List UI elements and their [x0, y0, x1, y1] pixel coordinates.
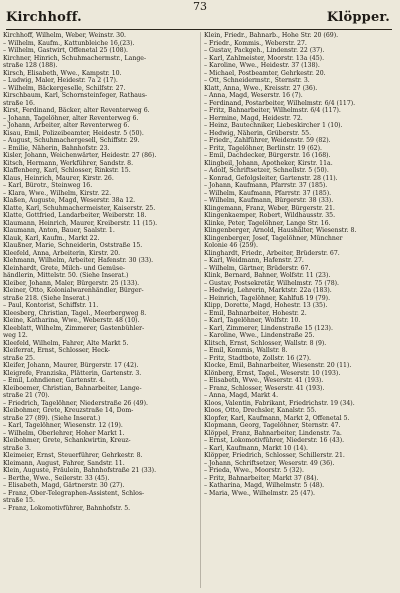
directory-entry: Kleeblatt, Wilhelm, Zimmerer, Gastenbühler-: [3, 324, 145, 332]
directory-entry: Kirsch, Elisabeth, Wwe., Kampstr. 10.: [3, 69, 122, 77]
directory-entry: Kleifer, Johann, Maurer, Bürgerstr. 17 (42).: [3, 362, 139, 369]
directory-entry: – Karl, Zahlmeister, Moorstr. 13a (45).: [204, 54, 325, 62]
directory-entry: – Hedwig, Lehrerin, Marktstr. 22a (183).: [204, 287, 332, 294]
directory-entry: Klaumann, Heinrich, Maurer, Kreiberstr. 11 (15).: [3, 219, 158, 227]
directory-entry: Klein, Friedr., Bahnarb., Hohe Str. 20 (69).: [204, 32, 339, 39]
directory-entry: – Fritz, Stadtbote, Zollstr. 16 (27).: [204, 354, 311, 362]
directory-entry: händlerin, Mittelstr. 50. (Siehe Inserat.): [3, 272, 129, 279]
directory-entry: Kleibohmer, Grete, Schankwirtin, Kreuz-: [3, 437, 131, 444]
directory-entry: Kleibohmer, Grete, Kreuzstraße 14, Dom-: [3, 407, 134, 414]
directory-entry: Kleefeld, Wilhelm, Fahrer, Alte Markt 5.: [3, 339, 129, 347]
directory-entry: – Karl, Kaufmann, Markt 10 (14).: [204, 444, 308, 452]
directory-entry: – Wilhelm, Gärtner, Brüderstr. 67.: [204, 264, 311, 272]
directory-entry: Kisau, Emil, Polizeibeamter, Heidestr. 5 (50).: [3, 129, 144, 137]
directory-entry: Kirchhoff, Wilhelm, Weber, Weinstr. 30.: [3, 32, 127, 39]
directory-entry: – Friedr., Kommis., Weberstr. 27.: [204, 39, 307, 47]
directory-entry: – Hermine, Magd, Heidestr. 72.: [204, 114, 303, 122]
directory-entry: – Wilhelm, Oberlehrer, Hoher Markt 1.: [3, 429, 125, 437]
directory-entry: – Maria, Wwe., Wilhelmstr. 25 (47).: [204, 489, 315, 497]
directory-entry: – Karl, Tagelöhner, Wolfstr. 10.: [204, 317, 301, 324]
directory-entry: – Elisabeth, Magd, Gärtnerstr. 30 (27).: [3, 482, 125, 489]
column-divider: [200, 32, 201, 588]
directory-entry: Kitsch, Hermann, Werkführer, Sandstr. 8.: [3, 159, 134, 167]
directory-entry: Kleimeier, Ernst, Steuerführer, Gehrkestr. 8.: [3, 452, 143, 459]
directory-entry: – Emil, Bahnarbeiter, Hohestr. 2.: [204, 309, 307, 317]
right-column: [204, 32, 398, 497]
directory-entry: Kirchner, Hinrich, Schuhmachermstr., Lange-: [3, 54, 147, 62]
directory-entry: Klaßen, Auguste, Magd, Weserstr. 38a 12.: [3, 197, 136, 204]
directory-entry: – Johann, Kaufmann, Pfarrstr. 37 (185).: [204, 182, 328, 189]
directory-entry: – Emil, Kommis, Wallstr. 8.: [204, 347, 288, 354]
directory-entry: Kleine, Katharina, Wwe., Weberstr. 48 (10).: [3, 317, 140, 324]
directory-entry: Klocke, Emil, Bahnarbeiter, Wiesenstr. 20 (11).: [204, 362, 352, 369]
directory-entry: – Karl, Zimmerer, Lindenstraße 15 (123).: [204, 324, 333, 332]
directory-entry: Kolonie 46 (259).: [204, 242, 258, 249]
directory-entry: – Heinrich, Tagelöhner, Kahlfuß 19 (79).: [204, 294, 331, 302]
directory-entry: – Fritz, Bahnarbeiter, Wilhelmstr. 6/4 (117).: [204, 107, 341, 114]
directory-entry: – Karoline, Wwe., Lindenstraße 25.: [204, 332, 315, 339]
directory-entry: – Gustav, Postsekretär, Wilhelmstr. 75 (78).: [204, 279, 340, 287]
directory-entry: – Wilhelm, Kaufm., Kattunbleiche 16,(23).: [3, 39, 135, 47]
directory-entry: Kleinhardt, Grete, Milch- und Gemüse-: [3, 264, 125, 272]
directory-entry: Klaus, Heinrich, Maurer, Kirstr. 26.: [3, 174, 114, 182]
directory-entry: Klönberg, Ernst, Tagel., Weserstr. 10 (193).: [204, 369, 341, 377]
directory-entry: – Ferdinand, Postarbeiter, Wilhelmstr. 6/4 (117).: [204, 99, 356, 107]
directory-entry: Klöppel, Franz, Bahnarbeiter, Lindenstr. 7a.: [204, 429, 342, 437]
directory-entry: straße 27 (89). (Siehe Inserat.): [3, 414, 101, 422]
directory-entry: – Karl, Weidmann, Hafenstr. 27.: [204, 257, 304, 264]
directory-entry: – Katharina, Magd, Wilhelmstr. 5 (48).: [204, 482, 325, 489]
directory-entry: straße 25.: [3, 354, 35, 362]
directory-entry: Klaumann, Anton, Bauer, Saalstr. 1.: [3, 227, 115, 234]
directory-entry: – Johann, Arbeiter, alter Reventerweg 6.: [3, 122, 130, 129]
directory-entry: Klöpper, Friedrich, Schlosser, Schillerstr. 21.: [204, 452, 345, 459]
directory-entry: straße 218. (Siehe Inserat.): [3, 294, 90, 302]
page-number: 73: [193, 0, 207, 13]
directory-entry: – Frieda, Wwe., Moorstr. 5 (32).: [204, 467, 304, 474]
directory-entry: Klehmann, Wilhelm, Arbeiter, Hafenstr. 30 (33).: [3, 257, 154, 264]
directory-entry: – Fritz, Tagelöhner, Berlinstr. 19 (62).: [204, 144, 322, 152]
directory-entry: Klaffenberg, Karl, Schlosser, Rinkstr. 15.: [3, 167, 131, 174]
directory-entry: Kleimann, August, Fahrer, Sandstr. 11.: [3, 459, 125, 467]
directory-entry: Klatte, Gottfried, Landarbeiter, Weiberstr. 18.: [3, 212, 147, 219]
directory-entry: Klopmann, Georg, Tagelöhner, Sternstr. 47.: [204, 422, 341, 429]
directory-entry: Kirschbaum, Karl, Schornsteinfeger, Rathaus-: [3, 92, 148, 99]
directory-entry: Kleiber, Johann, Maler, Bürgerstr. 25 (133).: [3, 279, 140, 287]
directory-entry: straße 128 (188).: [3, 62, 58, 69]
directory-entry: Klauk, Karl, Kaufm., Markt 22.: [3, 234, 100, 242]
directory-entry: – Emil, Lohndiener, Gartenstr. 4.: [3, 377, 106, 384]
directory-entry: – Gustav, Packgeh., Lindenstr. 22 (37).: [204, 47, 325, 54]
directory-entry: Klinghardt, Friedr., Arbeiter, Brüderstr. 67.: [204, 249, 340, 257]
directory-entry: Klingemann, Franz, Weber, Bürgerstr. 21.: [204, 204, 335, 212]
directory-entry: – Karl, Tagelöhner, Wiesenstr. 12 (19).: [3, 422, 123, 429]
directory-entry: – Elisabeth, Wwe., Weserstr. 41 (193).: [204, 377, 324, 384]
directory-entry: – Karoline, Wwe., Heidestr. 37 (138).: [204, 62, 320, 69]
directory-entry: – Emilie, Näherin, Bahnhofstr. 23.: [3, 144, 110, 152]
directory-entry: – Ludwig, Maler, Heidestr. 7a 2 (17).: [3, 77, 118, 84]
directory-entry: – August, Schuhmachergesell, Schiffstr. 29.: [3, 137, 140, 144]
directory-entry: – Wilhelm, Bäckergeselle, Schilfstr. 27.: [3, 84, 126, 92]
directory-entry: Kleesberg, Christian, Tagel., Meerbergweg 8.: [3, 309, 147, 317]
directory-entry: Klingenberger, Josef, Tagelöhner, Münchner: [204, 234, 343, 242]
directory-entry: – Konrad, Gefolgsleiter, Gartenstr. 28 (11).: [204, 174, 338, 182]
directory-entry: Kisler, Johann, Weichenwärter, Heidestr. 27 (86).: [3, 152, 157, 159]
directory-entry: – Wilhelm, Kaufmann, Pfarrstr. 37 (185).: [204, 189, 332, 197]
directory-entry: Kleiferrat, Ernst, Schlosser, Heck-: [3, 347, 111, 354]
running-head-right: Klöpper.: [326, 10, 390, 25]
header-rule: [6, 29, 392, 30]
running-head-left: Kirchhoff.: [6, 10, 82, 25]
directory-entry: – Franz, Lokomotivführer, Bahnhofstr. 5.: [3, 504, 131, 512]
directory-entry: Klatt, Anna, Wwe., Kreisstr. 27 (36).: [204, 84, 318, 92]
directory-entry: – Paul, Kontorist, Schiffstr. 11.: [3, 302, 99, 309]
directory-entry: – Anna, Magd, Markt 4.: [204, 392, 279, 399]
directory-entry: Klatte, Karl, Schuhmachermeister, Kaiserstr. 25.: [3, 204, 156, 212]
directory-entry: Klaußner, Marie, Schneiderin, Oststraße 15.: [3, 242, 143, 249]
directory-entry: – Michael, Postbeamter, Gehrkestr. 20.: [204, 69, 326, 77]
directory-entry: – Franz, Ober-Telegraphen-Assistent, Schlos-: [3, 489, 145, 497]
directory-entry: Klipp, Dorette, Magd, Hohestr. 13 (35).: [204, 302, 328, 309]
directory-entry: – Franz, Schlosser, Weserstr. 41 (193).: [204, 384, 325, 392]
directory-entry: Klingenberger, Arnold, Haushälter, Wiesenstr. 8.: [204, 227, 357, 234]
directory-entry: – Emil, Dachdecker, Bürgerstr. 16 (168).: [204, 152, 331, 159]
directory-entry: – Wilhelm, Kaufmann, Bürgerstr. 38 (33).: [204, 197, 334, 204]
directory-entry: straße 16.: [3, 99, 35, 107]
directory-entry: – Johann, Tagelöhner, alter Reventerweg 6.: [3, 114, 139, 122]
directory-entry: – Adolf, Schriftsetzer, Schnellstr. 5 (50).: [204, 167, 329, 174]
directory-entry: – Berthe, Wwe., Seilerstr. 33 (45).: [3, 474, 110, 482]
directory-entry: – Ott, Schneidermstr., Sternstr. 3.: [204, 77, 310, 84]
directory-entry: Kleiner, Otto, Kolonialwarenhändler, Bürger-: [3, 287, 144, 294]
directory-entry: – Fritz, Bahnarbeiter, Markt 37 (84).: [204, 474, 319, 482]
directory-entry: – Friedr., Zahlführer, Weidenstr. 59 (82).: [204, 137, 331, 144]
directory-entry: straße 3.: [3, 444, 31, 452]
left-column: [3, 32, 197, 512]
directory-entry: Klitsch, Ernst, Schlosser, Wallstr. 8 (9).: [204, 339, 327, 347]
directory-entry: Kleiboemer, Christian, Bahnarbeiter, Lange-: [3, 384, 142, 392]
directory-entry: – Karl, Bürotr., Steinweg 16.: [3, 182, 93, 189]
directory-entry: Klingbeil, Johann, Apotheker, Kirstr. 11a.: [204, 159, 333, 167]
directory-entry: – Friedrich, Tagelöhner, Niederstraße 26 (49).: [3, 399, 148, 407]
directory-entry: Kloos, Valentin, Fabrikant, Friedrichstr. 19 (34).: [204, 399, 355, 407]
directory-entry: – Ernst, Lokomotivführer, Niederstr. 16 (43).: [204, 437, 345, 444]
directory-entry: – Johann, Schriftsetzer, Weserstr. 49 (36).: [204, 459, 335, 467]
directory-entry: Kloos, Otto, Drechsler, Kanalstr. 55.: [204, 407, 317, 414]
directory-entry: – Wilhelm, Gastwirt, Offenetal 25 (108).: [3, 47, 128, 54]
directory-entry: weg 12.: [3, 332, 28, 339]
directory-entry: straße 21 (70).: [3, 392, 50, 399]
directory-entry: Kirst, Ferdinand, Bäcker, alter Reventerweg 6.: [3, 107, 150, 114]
directory-entry: Klinke, Peter, Tagelöhner, Lange Str. 16.: [204, 219, 331, 227]
directory-entry: – Anna, Magd, Weserstr. 16 (7).: [204, 92, 303, 99]
directory-entry: – Hedwig, Näherin, Grüberstr. 55.: [204, 129, 312, 137]
directory-entry: – Klara, Wwe., Wilhelm, Kirstr. 22.: [3, 189, 112, 197]
directory-entry: Kleefeld, Anna, Arbeiterin, Kirstr. 20.: [3, 249, 121, 257]
directory-entry: straße 15.: [3, 497, 35, 504]
directory-entry: Kleigrefe, Franziska, Plätterin, Gartenstr. 3.: [3, 369, 142, 377]
directory-entry: Klein, Auguste, Fräulein, Bahnhofstraße 21 (33).: [3, 467, 157, 474]
directory-entry: Klink, Bernard, Bahner, Wolfstr. 11 (23).: [204, 272, 331, 279]
directory-entry: Klingenkaemper, Robert, Wildhausstr. 35.: [204, 212, 336, 219]
directory-entry: – Heinz, Bautechniker, Liebeskircher 1 (10).: [204, 122, 343, 129]
directory-entry: Klopfer, Karl, Kaufmann, Markt 2, Offenetal 5.: [204, 414, 350, 422]
